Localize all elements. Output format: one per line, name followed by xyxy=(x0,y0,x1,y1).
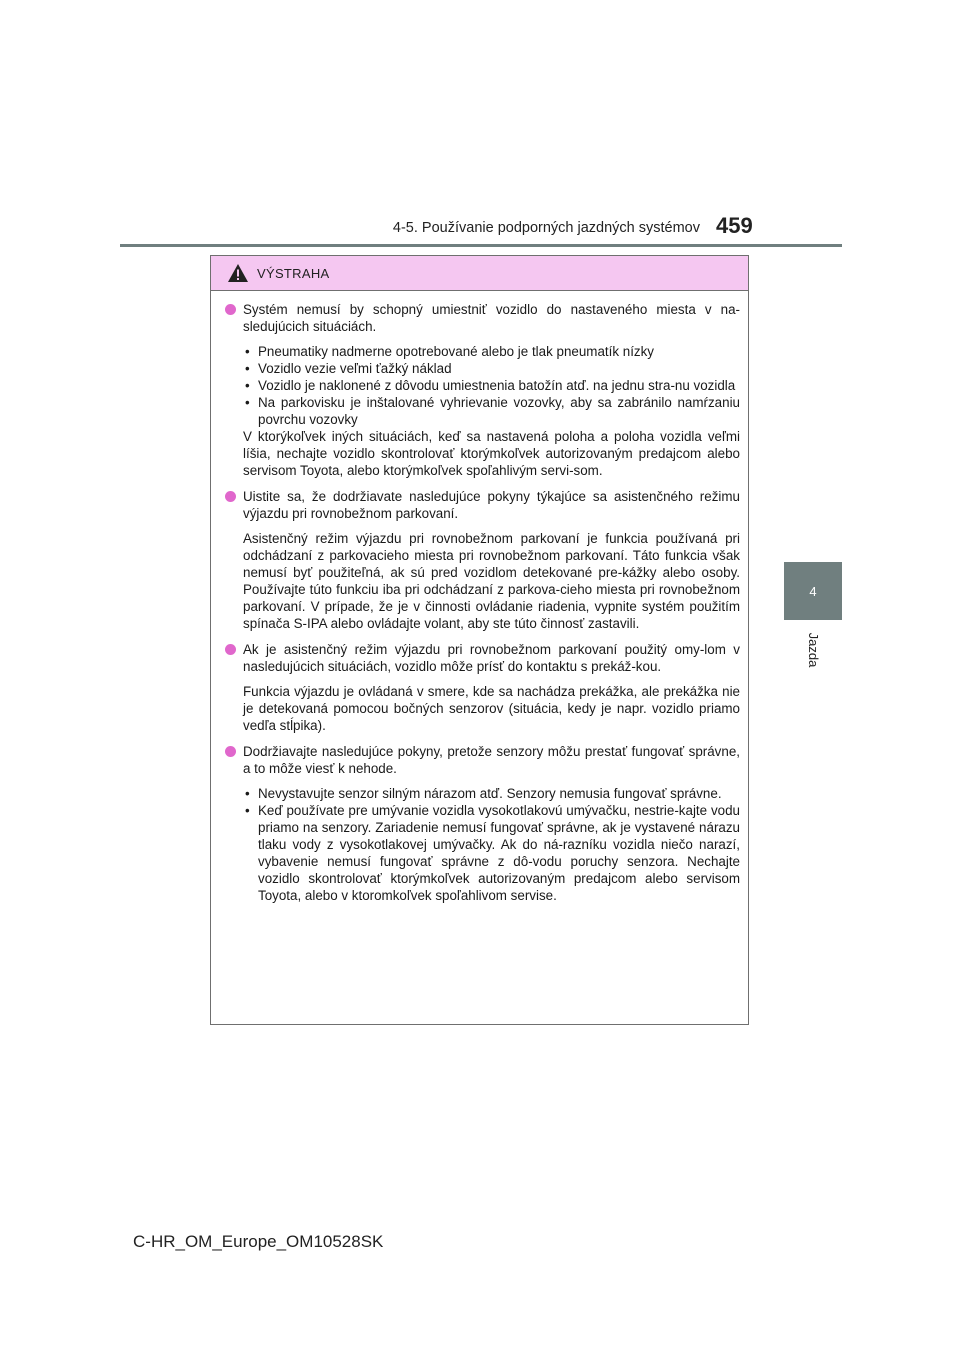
warning-title: VÝSTRAHA xyxy=(257,265,330,281)
item-text: Dodržiavajte nasledujúce pokyny, pretože senzory môžu prestať fungovať správne, a to môže viesť k nehode. xyxy=(243,744,740,776)
item-trailing-text: V ktorýkoľvek iných situáciách, keď sa nastavená poloha a poloha vozidla veľmi líšia, nechajte vozidlo skontrolovať ktorýmkoľvek autorizovaným predajcom alebo servisom Toyota, alebo ktorýmkoľvek spoľahlivým servi-som. xyxy=(243,429,740,478)
sub-bullet: • Pneumatiky nadmerne opotrebované alebo je tlak pneumatík nízky xyxy=(243,343,740,360)
chapter-number: 4 xyxy=(809,583,817,599)
sub-list xyxy=(243,785,740,904)
sub-bullet: • Keď používate pre umývanie vozidla vysokotlakovú umývačku, nestrie-kajte vodu priamo na senzory. Zariadenie nemusí fungovať správne, ak je vystavené nárazu tlaku vody z vysokotlakovej umývačky. Ak do ná-razníku vozidla niečo narazí, vybavenie nemusí fungovať správne z dô-vodu poruchy senzora. Nechajte vozidlo skontrolovať ktorýmkoľvek autorizovaným predajcom alebo servisom Toyota, alebo v ktoromkoľvek spoľahlivom servise. xyxy=(243,802,740,904)
section-title: 4-5. Používanie podporných jazdných systémov xyxy=(392,220,700,236)
bullet-dot-icon xyxy=(225,644,236,655)
header-divider xyxy=(120,244,842,247)
sub-bullet: • Na parkovisku je inštalované vyhrievanie vozovky, aby sa zabránilo namŕzaniu povrchu vozovky xyxy=(243,394,740,428)
bullet-dot-icon xyxy=(225,491,236,502)
item-paragraph: Asistenčný režim výjazdu pri rovnobežnom parkovaní je funkcia používaná pri odchádzaní z parkovacieho miesta pri rovnobežnom parkovaní. Táto funkcia však nemusí byť použiteľná, ak sú pred vozidlom detekované pre-kážky alebo osoby. Používajte túto funkciu iba pri odchádzaní z parkova-cieho miesta pri rovnobežnom parkovaní. V prípade, že je v činnosti ovládanie riadenia, vypnite systém použitím spínača S-IPA alebo ovládajte volant, aby ste túto činnosť zastavili. xyxy=(243,531,740,631)
item-text: Ak je asistenčný režim výjazdu pri rovnobežnom parkovaní použitý omy-lom v nasledujúcich situáciách, vozidlo môže prísť do kontaktu s prekáž-kou. xyxy=(243,642,740,674)
bullet-dot-icon xyxy=(225,746,236,757)
warning-box xyxy=(210,255,749,1025)
warning-item xyxy=(225,301,740,479)
chapter-name: Jazda xyxy=(806,632,822,668)
warning-body xyxy=(211,291,748,904)
bullet-dot-icon xyxy=(225,304,236,315)
page-number: 459 xyxy=(716,213,753,238)
warning-item xyxy=(225,743,740,904)
sub-bullet: • Vozidlo je naklonené z dôvodu umiestnenia batožín atď. na jednu stra-nu vozidla xyxy=(243,377,740,394)
sub-list xyxy=(243,343,740,428)
item-text: Systém nemusí by schopný umiestniť vozidlo do nastaveného miesta v na-sledujúcich situáciách. xyxy=(243,302,740,334)
chapter-tab xyxy=(784,562,842,620)
warning-item xyxy=(225,641,740,734)
warning-header xyxy=(211,256,748,291)
warning-item xyxy=(225,488,740,632)
item-paragraph: Funkcia výjazdu je ovládaná v smere, kde sa nachádza prekážka, ale prekážka nie je detekovaná pomocou bočných senzorov (situácia, kedy je napr. vozidlo priamo vedľa stĺpika). xyxy=(243,684,740,733)
warning-triangle-icon xyxy=(227,263,249,283)
sub-bullet: • Nevystavujte senzor silným nárazom atď. Senzory nemusia fungovať správne. xyxy=(243,785,740,802)
manual-code: C-HR_OM_Europe_OM10528SK xyxy=(133,1232,384,1251)
item-text: Uistite sa, že dodržiavate nasledujúce pokyny týkajúce sa asistenčného režimu výjazdu pri rovnobežnom parkovaní. xyxy=(243,489,740,521)
sub-bullet: • Vozidlo vezie veľmi ťažký náklad xyxy=(243,360,740,377)
